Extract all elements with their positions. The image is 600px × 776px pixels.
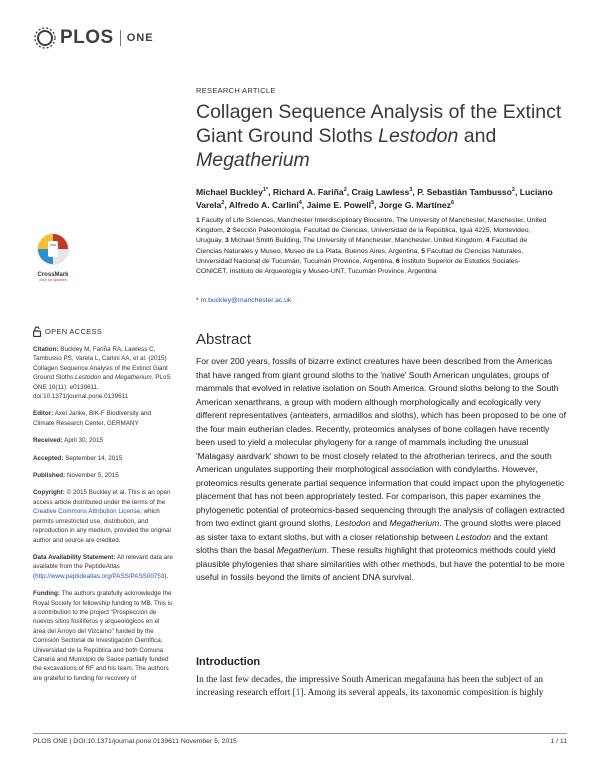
published-date: Published: November 5, 2015 [33,472,119,480]
page-footer [33,738,567,745]
data-availability: Data Availability Statement: All relevant data are available from the PeptideAtlas (http://www.peptideatlas.org/PASS/PASS00753). [33,553,173,580]
author[interactable]: Jaime E. Powell$^5$ [306,200,375,210]
open-access-badge: OPEN ACCESS [33,326,173,337]
author[interactable]: Richard A. Fariña$^2$ [272,187,347,197]
author[interactable]: Michael Buckley$^{1*}$ [196,187,269,197]
received-date: Received: April 30, 2015 [33,437,104,445]
logo-journal: ONE [126,32,154,44]
author[interactable]: Alfredo A. Carlini$^4$ [228,200,302,210]
introduction-heading: Introduction [196,656,261,668]
citation: Citation: Buckley M, Fariña RA, Lawless C, Tambusso PS, Varela L, Carlini AA, et al. (2015) Collagen Sequence Analysis of the Extinct Giant Ground Sloths Lestodon and Megatherium. PLoS ONE 10(11): e0139611. doi:10.1371/journal.pone.0139611 [33,346,171,401]
plos-logo-icon [33,27,57,49]
logo-divider [120,30,121,46]
crossmark-badge[interactable] [34,232,72,282]
accepted-date: Accepted: September 14, 2015 [33,454,123,462]
corresponding-email-link[interactable]: m.buckley@manchester.ac.uk [200,297,292,304]
logo-brand: PLOS [60,27,114,48]
copyright: Copyright: © 2015 Buckley et al. This is an open access article distributed under the terms of the Creative Commons Attribution License, which permits unrestricted use, distribution, and reproduction in any medium, provided the original author and source are credited. [33,489,171,544]
author[interactable]: Craig Lawless$^3$ [351,187,413,197]
page-number: 1 / 11 [550,738,567,745]
plos-logo[interactable] [33,27,154,49]
affiliations: 1 Faculty of Life Sciences, Manchester Interdisciplinary Biocentre, The University of Manchester, Manchester, United Kingdom, 2 Sección Paleontología, Facultad de Ciencias, Universidad de la República, Iguá 4225, Montevideo, Uruguay, 3 Michael Smith Building, The University of Manchester, Manchester, United Kingdom, 4 Facultad de Ciencias Naturales y Museo, Museo de La Plata, Buenos Aires, Argentina, 5 Facultad de Ciencias Naturales, Universidad Nacional de Tucumán, Tucumán Province, Argentina, 6 Instituto Superior de Estudios Sociales-CONICET, Instituto de Arqueología y Museo-UNT, Tucumán Province, Argentina [196,217,547,276]
page-title: Collagen Sequence Analysis of the Extinct Giant Ground Sloths Lestodon and Megatherium [196,101,562,171]
abstract-heading: Abstract [196,331,252,348]
footer-citation: PLOS ONE | DOI:10.1371/journal.pone.0139611 November 5, 2015 [33,738,237,745]
article-type: RESEARCH ARTICLE [196,86,276,95]
corresponding-author: * m.buckley@manchester.ac.uk [196,297,292,304]
crossmark-sublabel: click for updates [39,278,67,282]
author[interactable]: Jorge G. Martínez$^6$ [378,200,455,210]
license-link[interactable]: Creative Commons Attribution License [33,508,141,516]
author[interactable]: P. Sebastián Tambusso$^2$ [417,187,515,197]
funding: Funding: The authors gratefully acknowledge the Royal Society for fellowship funding to MB. This is a contribution to the project "Prospección de nuevos sitios fosilíferos y arqueológicos en el área del Arroyo del Vizcaíno" funded by the Comisión Sectorial de Investigación Científica, Universidad de la República and both Comuna Canaria and Municipio de Sauce partially funded the excavations of RF and his team. The authors are grateful to funding for recovery of [33,590,173,682]
footer-divider [33,733,567,734]
introduction-text: In the last few decades, the impressive South American megafauna has been the subject of an increasing research effort [1]. Among its several appeals, its taxonomic composition is highly [196,675,544,699]
crossmark-icon [36,232,70,266]
abstract-text: For over 200 years, fossils of bizarre extinct creatures have been described from the Americas that have ranged from giant ground sloths to the 'native' South American ungulates, groups of mammals that evolved in relative isolation on South America. Ground sloths belong to the South American xenarthrans, a group with modern although morphologically and ecologically very different representatives (anteaters, armadillos and sloths), which has been proposed to be one of the four main eutherian clades. Recently, proteomics analyses of bone collagen have recently been used to yield a molecular phylogeny for a range of mammals including the unusual 'Malagasy aardvark' shown to be most closely related to the afrotherian tenrecs, and the south American ungulates supporting their morphological association with condylarths. However, proteomics results generate partial sequence information that could impact upon the phylogenetic placement that has not been appropriately tested. For comparison, this paper examines the phylogenetic potential of proteomics-based sequencing through the analysis of collagen extracted from two extinct giant ground sloths, Lestodon and Megatherium. The ground sloths were placed as sister taxa to extant sloths, but with a closer relationship between Lestodon and the extant sloths than the basal Megatherium. These results highlight that proteomics methods could yield plausible phylogenies that share similarities with other methods, but have the potential to be more useful in fossils beyond the limits of ancient DNA survival. [196,356,566,582]
article-sidebar [33,326,173,691]
author[interactable]: Luciano Varela$^2$ [196,187,553,210]
peptideatlas-link[interactable]: http://www.peptideatlas.org/PASS/PASS00753 [35,572,165,580]
open-access-lock-icon [33,326,41,337]
crossmark-label: CrossMark [37,272,69,278]
reference-link[interactable]: 1 [295,688,301,699]
editor: Editor: Axel Janke, BiK-F Biodiversity and Climate Research Center, GERMANY [33,410,151,427]
author-list: Michael Buckley$^{1*}$, Richard A. Fariña$^2$, Craig Lawless$^3$, P. Sebastián Tambusso$^2$, Luciano Varela$^2$, Alfredo A. Carlini$^4$, Jaime E. Powell$^5$, Jorge G. Martínez$^6$ [196,187,553,210]
